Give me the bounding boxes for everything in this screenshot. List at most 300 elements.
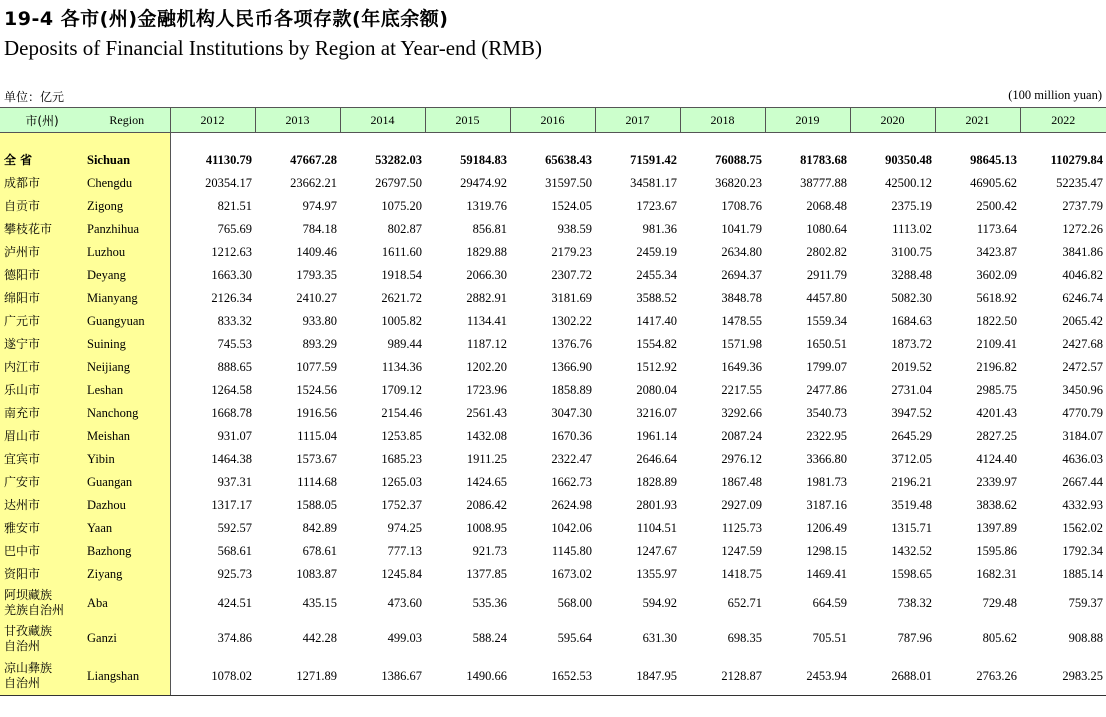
deposit-value-cell: 1595.86 [976,544,1017,558]
city-name-cn: 德阳市 [0,264,84,287]
deposits-table-container [0,107,1106,696]
deposit-value-cell: 3047.30 [551,406,592,420]
deposit-value-cell: 1253.85 [381,429,422,443]
city-name-cn: 广安市 [0,471,84,494]
deposit-value-cell: 3450.96 [1062,383,1103,397]
deposit-value-cell: 1652.53 [510,657,595,696]
deposit-value-cell: 2307.72 [551,268,592,282]
table-row [0,471,1106,494]
deposit-value-cell: 1670.36 [551,429,592,443]
deposit-value-cell: 787.96 [897,631,932,645]
deposit-value-cell: 1005.82 [381,314,422,328]
table-row [0,333,1106,356]
city-name-cn: 南充市 [0,402,84,425]
table-row [0,356,1106,379]
deposit-value-cell: 821.51 [170,195,255,218]
deposit-value-cell: 2339.97 [976,475,1017,489]
table-title-cn: 19-4 各市(州)金融机构人民币各项存款(年底余额) [4,8,449,30]
deposit-value-cell: 1916.56 [296,406,337,420]
deposit-value-cell: 937.31 [170,471,255,494]
city-name-cn: 巴中市 [0,540,84,563]
region-name-en: Yibin [84,448,170,471]
region-name-en: Chengdu [84,172,170,195]
table-row [0,264,1106,287]
city-name-cn: 全 省 [0,149,84,172]
deposit-value-cell: 4770.79 [1062,406,1103,420]
deposit-value-cell: 777.13 [387,544,422,558]
deposit-value-cell: 3181.69 [551,291,592,305]
region-name-en: Panzhihua [84,218,170,241]
deposit-value-cell: 2737.79 [1062,199,1103,213]
deposit-value-cell: 1793.35 [296,268,337,282]
city-name-cn: 攀枝花市 [0,218,84,241]
deposit-value-cell: 1588.05 [296,498,337,512]
deposit-value-cell: 2621.72 [381,291,422,305]
deposit-value-cell: 931.07 [170,425,255,448]
unit-label-cn: 单位：亿元 [4,90,65,104]
table-row [0,425,1106,448]
deposit-value-cell: 1302.22 [551,314,592,328]
deposit-value-cell: 3519.48 [891,498,932,512]
table-row [0,448,1106,471]
deposit-value-cell: 1524.56 [296,383,337,397]
deposits-table [0,107,1106,696]
header-region: Region [84,108,170,133]
deposit-value-cell: 2976.12 [721,452,762,466]
deposit-value-cell: 759.37 [1068,595,1103,610]
deposit-value-cell: 2802.82 [806,245,847,259]
deposit-value-cell: 2068.48 [806,199,847,213]
deposit-value-cell: 1080.64 [806,222,847,236]
city-name-cn: 乐山市 [0,379,84,402]
deposit-value-cell: 2694.37 [721,268,762,282]
deposit-value-cell: 23662.21 [290,176,337,190]
city-name-cn: 遂宁市 [0,333,84,356]
deposit-value-cell: 1272.26 [1062,222,1103,236]
deposit-value-cell: 2927.09 [721,498,762,512]
deposit-value-cell: 1212.63 [170,241,255,264]
city-name-cn: 泸州市 [0,241,84,264]
deposit-value-cell: 3292.66 [721,406,762,420]
deposit-value-cell: 1847.95 [595,657,680,696]
deposit-value-cell: 1115.04 [297,429,337,443]
region-name-en: Neijiang [84,356,170,379]
deposit-value-cell: 1245.84 [381,567,422,581]
region-name-en: Deyang [84,264,170,287]
deposit-value-cell: 6246.74 [1062,291,1103,305]
deposit-value-cell: 2634.80 [721,245,762,259]
deposit-value-cell: 4201.43 [976,406,1017,420]
deposit-value-cell: 2453.94 [765,657,850,696]
deposit-value-cell: 1298.15 [806,544,847,558]
table-row [0,172,1106,195]
deposit-value-cell: 2645.29 [891,429,932,443]
header-year: 2015 [425,108,510,133]
deposit-value-cell: 1265.03 [381,475,422,489]
deposit-value-cell: 1911.25 [466,452,507,466]
deposit-value-cell: 3712.05 [891,452,932,466]
spacer-row [0,133,1106,150]
deposit-value-cell: 989.44 [387,337,422,351]
deposit-value-cell: 2801.93 [636,498,677,512]
deposit-value-cell: 1478.55 [721,314,762,328]
deposit-value-cell: 1858.89 [551,383,592,397]
deposit-value-cell: 1042.06 [551,521,592,535]
deposit-value-cell: 473.60 [387,595,422,610]
deposit-value-cell: 1397.89 [976,521,1017,535]
header-year: 2018 [680,108,765,133]
deposit-value-cell: 1075.20 [381,199,422,213]
deposit-value-cell: 2624.98 [551,498,592,512]
city-name-cn: 自贡市 [0,195,84,218]
deposit-value-cell: 1432.52 [891,544,932,558]
deposit-value-cell: 110279.84 [1050,153,1103,167]
deposit-value-cell: 2827.25 [976,429,1017,443]
deposit-value-cell: 2882.91 [466,291,507,305]
deposit-value-cell: 1247.67 [636,544,677,558]
header-year: 2017 [595,108,680,133]
deposit-value-cell: 1559.34 [806,314,847,328]
deposit-value-cell: 1078.02 [170,657,255,696]
deposit-value-cell: 3100.75 [891,245,932,259]
deposit-value-cell: 588.24 [472,631,507,645]
deposit-value-cell: 1649.36 [721,360,762,374]
deposit-value-cell: 1829.88 [466,245,507,259]
deposit-value-cell: 2154.46 [381,406,422,420]
deposit-value-cell: 53282.03 [375,153,422,167]
table-row [0,310,1106,333]
region-name-en: Meishan [84,425,170,448]
deposit-value-cell: 2455.34 [636,268,677,282]
deposit-value-cell: 65638.43 [545,153,592,167]
deposit-value-cell: 52235.47 [1056,176,1103,190]
deposit-value-cell: 424.51 [170,586,255,620]
region-name-en: Liangshan [84,657,170,696]
deposit-value-cell: 3588.52 [636,291,677,305]
deposit-value-cell: 2500.42 [976,199,1017,213]
deposit-value-cell: 592.57 [170,517,255,540]
deposit-value-cell: 738.32 [897,595,932,610]
deposit-value-cell: 664.59 [812,595,847,610]
deposit-value-cell: 2126.34 [170,287,255,310]
deposit-value-cell: 652.71 [727,595,762,610]
deposit-value-cell: 745.53 [170,333,255,356]
table-row [0,540,1106,563]
deposit-value-cell: 41130.79 [170,149,255,172]
deposit-value-cell: 2196.82 [976,360,1017,374]
deposit-value-cell: 2109.41 [976,337,1017,351]
deposit-value-cell: 2217.55 [721,383,762,397]
deposit-value-cell: 842.89 [302,521,337,535]
region-name-en: Ganzi [84,620,170,657]
deposit-value-cell: 1571.98 [721,337,762,351]
deposit-value-cell: 805.62 [982,631,1017,645]
table-row [0,586,1106,620]
region-name-en: Aba [84,586,170,620]
deposit-value-cell: 435.15 [302,595,337,610]
deposit-value-cell: 2019.52 [891,360,932,374]
deposit-value-cell: 3848.78 [721,291,762,305]
deposit-value-cell: 3602.09 [976,268,1017,282]
header-row [0,108,1106,133]
table-row [0,379,1106,402]
deposit-value-cell: 1247.59 [721,544,762,558]
deposit-value-cell: 1709.12 [381,383,422,397]
header-year: 2016 [510,108,595,133]
deposit-value-cell: 3540.73 [806,406,847,420]
spacer-cell-region [84,133,170,150]
deposit-value-cell: 1723.67 [636,199,677,213]
deposit-value-cell: 26797.50 [375,176,422,190]
region-name-en: Guangyuan [84,310,170,333]
deposit-value-cell: 46905.62 [970,176,1017,190]
deposit-value-cell: 2080.04 [636,383,677,397]
deposit-value-cell: 1598.65 [891,567,932,581]
deposit-value-cell: 1668.78 [170,402,255,425]
region-name-en: Sichuan [84,149,170,172]
deposit-value-cell: 974.97 [302,199,337,213]
city-name-cn: 绵阳市 [0,287,84,310]
deposit-value-cell: 20354.17 [170,172,255,195]
deposit-value-cell: 2472.57 [1062,360,1103,374]
deposit-value-cell: 1708.76 [721,199,762,213]
deposit-value-cell: 76088.75 [715,153,762,167]
deposit-value-cell: 2066.30 [466,268,507,282]
city-name-cn: 广元市 [0,310,84,333]
table-title-en: Deposits of Financial Institutions by Region at Year-end (RMB) [4,36,542,60]
city-name-cn: 甘孜藏族 自治州 [0,620,84,657]
deposit-value-cell: 4332.93 [1062,498,1103,512]
deposit-value-cell: 1264.58 [170,379,255,402]
deposit-value-cell: 1418.75 [721,567,762,581]
deposit-value-cell: 1885.14 [1062,567,1103,581]
deposit-value-cell: 374.86 [170,620,255,657]
deposit-value-cell: 1125.73 [721,521,762,535]
deposit-value-cell: 1145.80 [551,544,592,558]
deposit-value-cell: 2065.42 [1062,314,1103,328]
deposit-value-cell: 3187.16 [806,498,847,512]
deposit-value-cell: 1319.76 [466,199,507,213]
deposit-value-cell: 1490.66 [425,657,510,696]
city-name-cn: 凉山彝族 自治州 [0,657,84,696]
deposit-value-cell: 1271.89 [255,657,340,696]
deposit-value-cell: 1376.76 [551,337,592,351]
deposit-value-cell: 893.29 [302,337,337,351]
table-row [0,241,1106,264]
deposit-value-cell: 3423.87 [976,245,1017,259]
deposit-value-cell: 442.28 [302,631,337,645]
deposit-value-cell: 1961.14 [636,429,677,443]
deposit-value-cell: 1562.02 [1062,521,1103,535]
deposit-value-cell: 3366.80 [806,452,847,466]
deposit-value-cell: 1981.73 [806,475,847,489]
region-name-en: Suining [84,333,170,356]
deposit-value-cell: 4124.40 [976,452,1017,466]
table-row [0,620,1106,657]
deposit-value-cell: 1650.51 [806,337,847,351]
deposit-value-cell: 1752.37 [381,498,422,512]
city-name-cn: 达州市 [0,494,84,517]
deposit-value-cell: 5082.30 [891,291,932,305]
deposit-value-cell: 1554.82 [636,337,677,351]
deposit-value-cell: 1173.64 [976,222,1017,236]
deposit-value-cell: 1663.30 [170,264,255,287]
unit-label-en: (100 million yuan) [1008,88,1102,102]
deposit-value-cell: 3947.52 [891,406,932,420]
deposit-value-cell: 765.69 [170,218,255,241]
deposit-value-cell: 535.36 [472,595,507,610]
deposit-value-cell: 2196.21 [891,475,932,489]
deposit-value-cell: 1113.02 [892,222,932,236]
table-row [0,494,1106,517]
deposit-value-cell: 1315.71 [891,521,932,535]
deposit-value-cell: 4457.80 [806,291,847,305]
region-name-en: Nanchong [84,402,170,425]
city-name-cn: 雅安市 [0,517,84,540]
deposit-value-cell: 1114.68 [297,475,337,489]
deposit-value-cell: 2427.68 [1062,337,1103,351]
deposit-value-cell: 2477.86 [806,383,847,397]
deposit-value-cell: 729.48 [982,595,1017,610]
header-year: 2013 [255,108,340,133]
deposit-value-cell: 594.92 [642,595,677,610]
deposit-value-cell: 2179.23 [551,245,592,259]
deposit-value-cell: 1918.54 [381,268,422,282]
header-year: 2019 [765,108,850,133]
deposit-value-cell: 38777.88 [800,176,847,190]
deposit-value-cell: 933.80 [302,314,337,328]
deposit-value-cell: 1611.60 [381,245,422,259]
deposit-value-cell: 71591.42 [630,153,677,167]
deposit-value-cell: 784.18 [302,222,337,236]
deposit-value-cell: 1673.02 [551,567,592,581]
deposit-value-cell: 1386.67 [340,657,425,696]
deposit-value-cell: 705.51 [812,631,847,645]
deposit-value-cell: 31597.50 [545,176,592,190]
deposit-value-cell: 2667.44 [1062,475,1103,489]
header-year: 2021 [935,108,1020,133]
region-name-en: Luzhou [84,241,170,264]
deposit-value-cell: 1409.46 [296,245,337,259]
deposit-value-cell: 1792.34 [1062,544,1103,558]
region-name-en: Yaan [84,517,170,540]
table-row [0,218,1106,241]
total-row [0,149,1106,172]
deposit-value-cell: 3184.07 [1062,429,1103,443]
deposit-value-cell: 1008.95 [466,521,507,535]
deposit-value-cell: 678.61 [302,544,337,558]
deposit-value-cell: 908.88 [1068,631,1103,645]
deposit-value-cell: 1799.07 [806,360,847,374]
deposit-value-cell: 1202.20 [466,360,507,374]
deposit-value-cell: 2375.19 [891,199,932,213]
city-name-cn: 内江市 [0,356,84,379]
deposit-value-cell: 2322.95 [806,429,847,443]
region-name-en: Bazhong [84,540,170,563]
deposit-value-cell: 2322.47 [551,452,592,466]
deposit-value-cell: 568.61 [170,540,255,563]
deposit-value-cell: 1041.79 [721,222,762,236]
deposit-value-cell: 1083.87 [296,567,337,581]
deposit-value-cell: 1464.38 [170,448,255,471]
deposit-value-cell: 42500.12 [885,176,932,190]
deposit-value-cell: 1873.72 [891,337,932,351]
deposit-value-cell: 2086.42 [466,498,507,512]
deposit-value-cell: 2561.43 [466,406,507,420]
region-name-en: Guangan [84,471,170,494]
deposit-value-cell: 90350.48 [885,153,932,167]
deposit-value-cell: 698.35 [727,631,762,645]
region-name-en: Zigong [84,195,170,218]
deposit-value-cell: 2985.75 [976,383,1017,397]
deposit-value-cell: 856.81 [472,222,507,236]
deposit-value-cell: 1662.73 [551,475,592,489]
deposit-value-cell: 1867.48 [721,475,762,489]
deposit-value-cell: 631.30 [642,631,677,645]
deposit-value-cell: 833.32 [170,310,255,333]
region-name-en: Dazhou [84,494,170,517]
deposit-value-cell: 1723.96 [466,383,507,397]
deposit-value-cell: 59184.83 [460,153,507,167]
table-row [0,657,1106,696]
region-name-en: Ziyang [84,563,170,586]
deposit-value-cell: 925.73 [170,563,255,586]
deposit-value-cell: 2688.01 [850,657,935,696]
deposit-value-cell: 2087.24 [721,429,762,443]
deposit-value-cell: 1206.49 [806,521,847,535]
deposit-value-cell: 2459.19 [636,245,677,259]
deposit-value-cell: 1377.85 [466,567,507,581]
deposit-value-cell: 595.64 [557,631,592,645]
header-year: 2022 [1020,108,1106,133]
deposit-value-cell: 29474.92 [460,176,507,190]
deposit-value-cell: 974.25 [387,521,422,535]
deposit-value-cell: 1355.97 [636,567,677,581]
city-name-cn: 成都市 [0,172,84,195]
deposit-value-cell: 1424.65 [466,475,507,489]
deposit-value-cell: 2410.27 [296,291,337,305]
city-name-cn: 眉山市 [0,425,84,448]
header-year: 2014 [340,108,425,133]
city-name-cn: 资阳市 [0,563,84,586]
deposit-value-cell: 98645.13 [970,153,1017,167]
table-body [0,133,1106,696]
deposit-value-cell: 1417.40 [636,314,677,328]
deposit-value-cell: 981.36 [642,222,677,236]
deposit-value-cell: 1317.17 [170,494,255,517]
table-row [0,287,1106,310]
deposit-value-cell: 1366.90 [551,360,592,374]
deposit-value-cell: 1684.63 [891,314,932,328]
table-row [0,517,1106,540]
deposit-value-cell: 888.65 [170,356,255,379]
deposit-value-cell: 2646.64 [636,452,677,466]
deposit-value-cell: 1512.92 [636,360,677,374]
deposit-value-cell: 3216.07 [636,406,677,420]
deposit-value-cell: 1104.51 [636,521,677,535]
deposit-value-cell: 1828.89 [636,475,677,489]
deposit-value-cell: 1134.36 [381,360,422,374]
deposit-value-cell: 2128.87 [680,657,765,696]
deposit-value-cell: 1822.50 [976,314,1017,328]
header-year: 2012 [170,108,255,133]
deposit-value-cell: 34581.17 [630,176,677,190]
city-name-cn: 宜宾市 [0,448,84,471]
deposit-value-cell: 1682.31 [976,567,1017,581]
deposit-value-cell: 1077.59 [296,360,337,374]
table-row [0,563,1106,586]
deposit-value-cell: 4636.03 [1062,452,1103,466]
